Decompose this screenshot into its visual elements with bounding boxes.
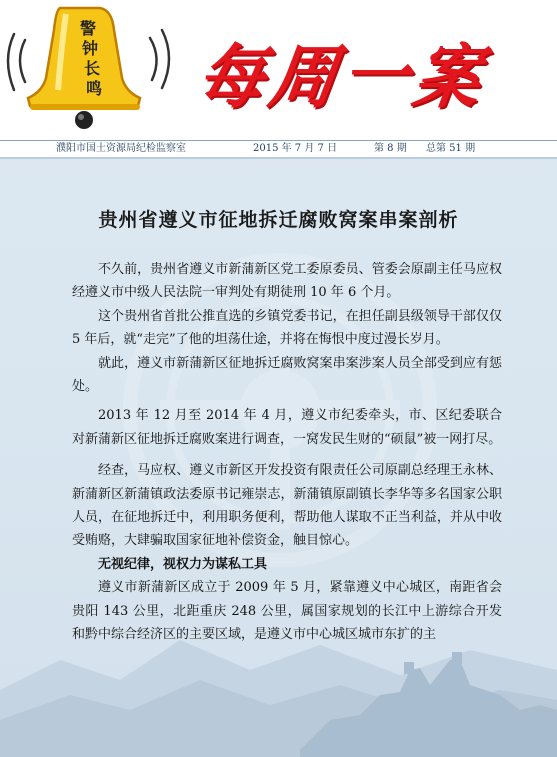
bell-char-4: 鸣 bbox=[85, 79, 103, 98]
bell-char-1: 警 bbox=[79, 19, 97, 38]
paragraph: 遵义市新蒲新区成立于 2009 年 5 月，紧靠遵义中心城区，南距省会贵阳 143 公里，北距重庆 248 公里，属国家规划的长江中上游综合开发和黔中综合经济区的主要区域，是遵义市中心城区城市东扩的主 bbox=[72, 580, 502, 643]
header-divider bbox=[0, 157, 557, 159]
paragraph: 就此，遵义市新蒲新区征地拆迁腐败窝案串案涉案人员全部受到应有惩处。 bbox=[72, 355, 502, 395]
section-subheading: 无视纪律，视权力为谋私工具 bbox=[98, 556, 268, 572]
organization-name: 濮阳市国土资源局纪检监察室 bbox=[56, 143, 186, 154]
masthead-header bbox=[0, 0, 557, 140]
total-issue-number: 总第 51 期 bbox=[426, 143, 476, 154]
issue-number: 第 8 期 bbox=[374, 143, 407, 154]
article-title: 贵州省遵义市征地拆迁腐败窝案串案剖析 bbox=[98, 209, 459, 231]
article-body bbox=[72, 258, 502, 647]
paragraph: 2013 年 12 月至 2014 年 4 月，遵义市纪委牵头，市、区纪委联合对新蒲新区征地拆迁腐败案进行调查，一窝发民生财的“硕鼠”被一网打尽。 bbox=[72, 408, 502, 447]
bell-icon bbox=[0, 0, 175, 140]
issue-date: 2015 年 7 月 7 日 bbox=[253, 143, 338, 154]
info-bar bbox=[0, 140, 557, 157]
paragraph: 经查，马应权、遵义市新区开发投资有限责任公司原副总经理王永林、新蒲新区新蒲镇政法委原书记雍崇志，新蒲镇原副镇长李华等多名国家公职人员，在征地拆迁中，利用职务便利，帮助他人谋取不正当利益，并从中收受贿赂，大肆骗取国家征地补偿资金，触目惊心。 bbox=[72, 463, 502, 549]
masthead-title: 每周一案 bbox=[192, 37, 492, 118]
bell-char-3: 长 bbox=[83, 59, 101, 78]
paragraph: 不久前，贵州省遵义市新蒲新区党工委原委员、管委会原副主任马应权经遵义市中级人民法院一审判处有期徒刑 10 年 6 个月。 bbox=[72, 262, 502, 301]
paragraph: 这个贵州省首批公推直选的乡镇党委书记，在担任副县级领导干部仅仅 5 年后，就“走完”了他的坦荡仕途，并将在悔恨中度过漫长岁月。 bbox=[72, 308, 502, 348]
bell-char-2: 钟 bbox=[81, 39, 99, 58]
